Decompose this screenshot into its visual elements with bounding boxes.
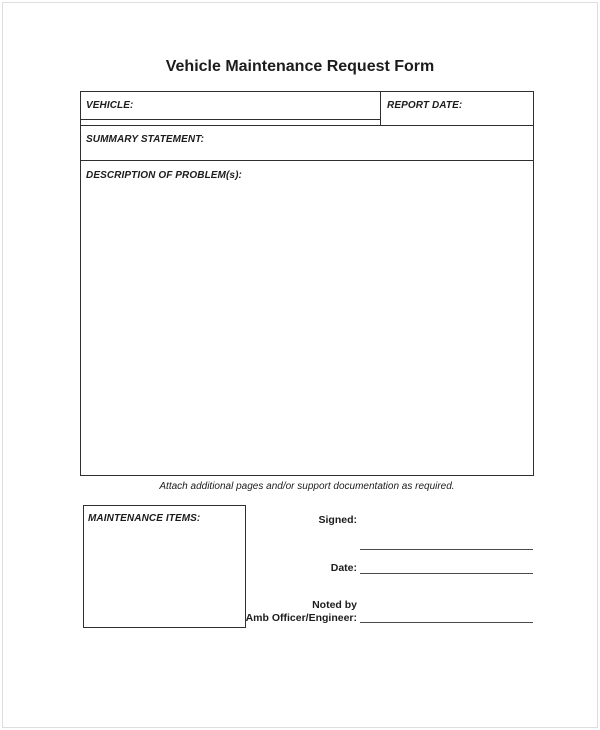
vehicle-label: VEHICLE:	[86, 100, 134, 111]
summary-label: SUMMARY STATEMENT:	[86, 134, 205, 145]
attachment-note: Attach additional pages and/or support documentation as required.	[159, 481, 455, 492]
noted-by-label: Noted by	[312, 599, 357, 611]
description-label: DESCRIPTION OF PROBLEM(s):	[86, 170, 242, 181]
date-label: Date:	[330, 562, 357, 574]
officer-label: Amb Officer/Engineer:	[245, 612, 357, 624]
summary-field[interactable]	[81, 126, 533, 161]
page-title: Vehicle Maintenance Request Form	[165, 58, 435, 75]
signed-signature-line[interactable]	[360, 549, 533, 550]
maintenance-items-label: MAINTENANCE ITEMS:	[88, 513, 201, 524]
report-date-field[interactable]	[381, 92, 533, 125]
vehicle-field[interactable]	[81, 92, 380, 120]
vehicle-column	[81, 92, 381, 125]
signed-label: Signed:	[318, 514, 357, 526]
description-field[interactable]	[81, 161, 533, 474]
officer-line[interactable]	[360, 622, 533, 623]
date-line[interactable]	[360, 573, 533, 574]
row-vehicle-reportdate	[81, 92, 533, 126]
request-table	[80, 91, 534, 476]
report-date-label: REPORT DATE:	[387, 100, 463, 111]
